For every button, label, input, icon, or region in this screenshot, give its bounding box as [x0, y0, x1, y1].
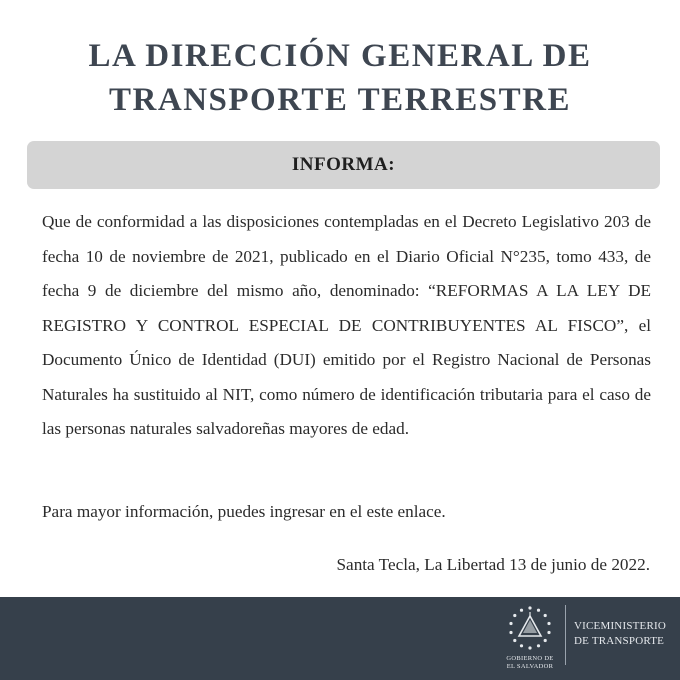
more-info-text: Para mayor información, puedes ingresar en el este enlace.	[42, 502, 446, 521]
informa-banner	[27, 141, 660, 189]
government-label: GOBIERNO DE EL SALVADOR	[506, 655, 554, 670]
footer-bar	[0, 597, 680, 680]
title-line-1: LA DIRECCIÓN GENERAL DE	[88, 38, 592, 74]
title-line-2: TRANSPORTE TERRESTRE	[109, 82, 571, 118]
footer-divider	[565, 605, 566, 665]
page-title	[0, 34, 680, 122]
body-paragraph: Que de conformidad a las disposiciones contempladas en el Decreto Legislativo 203 de fecha 10 de noviembre de 2021, publicado en el Diario Oficial N°235, tomo 433, de fecha 9 de diciembre del mismo año, denominado: “REFORMAS A LA LEY DE REGISTRO Y CONTROL ESPECIAL DE CONTRIBUYENTES AL FISCO”, el Documento Único de Identidad (DUI) emitido por el Registro Nacional de Personas Naturales ha sustituido al NIT, como número de identificación tributaria para el caso de las personas naturales salvadoreñas mayores de edad.	[42, 212, 651, 438]
coat-of-arms-icon	[507, 605, 553, 651]
ministry-label: VICEMINISTERIO DE TRANSPORTE	[574, 620, 667, 647]
banner-label: INFORMA:	[291, 154, 396, 175]
government-logo	[502, 605, 558, 677]
place-date: Santa Tecla, La Libertad 13 de junio de 2022.	[336, 555, 650, 574]
